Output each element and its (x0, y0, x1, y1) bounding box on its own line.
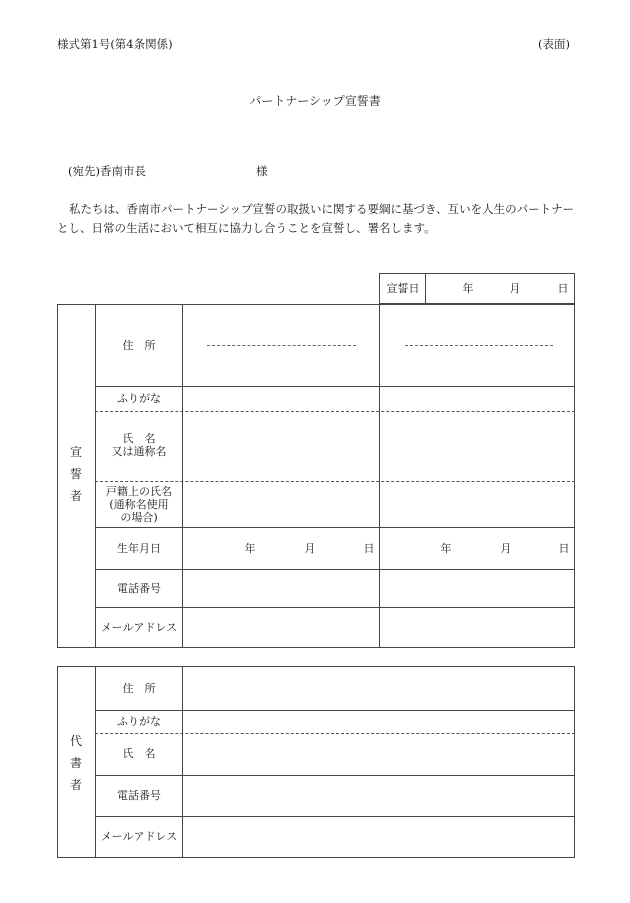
proxy-phone-field[interactable] (183, 776, 574, 815)
declarant-2-name-field[interactable] (380, 412, 574, 480)
declarant-1-birth-day[interactable]: 日 (363, 542, 375, 555)
oath-date-year[interactable]: 年 (462, 282, 474, 295)
proxy-side-char-2: 書 (69, 756, 82, 770)
declarant-2-registry-name-field[interactable] (380, 482, 574, 526)
declarant-address-label: 住 所 (122, 339, 156, 352)
oath-date-day[interactable]: 日 (557, 282, 569, 295)
declarant-2-address-field[interactable] (380, 305, 574, 385)
declarant-registry-name-label (96, 485, 182, 524)
declarant-name-label-line-1: 氏 名 (122, 432, 156, 445)
oath-date-month[interactable]: 月 (509, 282, 521, 295)
declarant-1-phone-field[interactable] (183, 570, 378, 606)
declarant-2-furigana-field[interactable] (380, 387, 574, 410)
declarant-2-birth-year[interactable]: 年 (440, 542, 452, 555)
proxy-side-char-3: 者 (69, 778, 82, 792)
document-title: パートナーシップ宣誓書 (249, 94, 381, 108)
declarant-side-char-2: 誓 (69, 467, 82, 481)
proxy-side-char-1: 代 (69, 734, 82, 748)
declarant-registry-label-line-3: の場合) (120, 511, 158, 524)
declarant-2-email-field[interactable] (380, 608, 574, 647)
proxy-furigana-field[interactable] (183, 711, 574, 732)
declarant-2-birth-day[interactable]: 日 (558, 542, 570, 555)
declarant-1-furigana-field[interactable] (183, 387, 378, 410)
declarant-birth-label: 生年月日 (117, 542, 161, 555)
proxy-side-label (69, 730, 83, 796)
proxy-name-label: 氏 名 (122, 747, 156, 760)
face-label: (表面) (538, 37, 570, 51)
declarant-furigana-label: ふりがな (117, 392, 161, 405)
declarant-1-email-field[interactable] (183, 608, 378, 647)
proxy-furigana-label: ふりがな (117, 715, 161, 728)
oath-date-label: 宣誓日 (386, 282, 420, 295)
declarant-side-char-1: 宣 (69, 445, 82, 459)
declarant-1-address-field[interactable] (183, 305, 378, 385)
proxy-phone-label: 電話番号 (117, 789, 161, 802)
declarant-1-registry-name-field[interactable] (183, 482, 378, 526)
declarant-name-label (96, 432, 182, 458)
declaration-paragraph (57, 200, 577, 238)
declarant-registry-label-line-1: 戸籍上の氏名 (106, 485, 172, 498)
recipient-addressee: (宛先)香南市長 (68, 164, 146, 178)
declaration-line-2: とし、日常の生活において相互に協力し合うことを宣誓し、署名します。 (57, 221, 436, 235)
declarant-side-char-3: 者 (69, 489, 82, 503)
proxy-address-field[interactable] (183, 667, 574, 709)
proxy-name-field[interactable] (183, 734, 574, 774)
declarant-2-birth-month[interactable]: 月 (500, 542, 512, 555)
declarant-1-birth-year[interactable]: 年 (244, 542, 256, 555)
declaration-line-1: 私たちは、香南市パートナーシップ宣誓の取扱いに関する要綱に基づき、互いを人生のパートナー (69, 202, 575, 216)
proxy-email-label: メールアドレス (100, 830, 178, 843)
form-number: 様式第1号(第4条関係) (57, 37, 173, 51)
proxy-email-field[interactable] (183, 817, 574, 857)
declarant-email-label: メールアドレス (100, 621, 178, 634)
declarant-2-phone-field[interactable] (380, 570, 574, 606)
declarant-side-label (69, 441, 83, 507)
recipient-honorific: 様 (256, 164, 268, 178)
declarant-phone-label: 電話番号 (117, 582, 161, 595)
declarant-1-name-field[interactable] (183, 412, 378, 480)
declarant-registry-label-line-2: (通称名使用 (109, 498, 169, 511)
proxy-address-label: 住 所 (122, 682, 156, 695)
declarant-name-label-line-2: 又は通称名 (111, 445, 167, 458)
declarant-1-birth-month[interactable]: 月 (304, 542, 316, 555)
